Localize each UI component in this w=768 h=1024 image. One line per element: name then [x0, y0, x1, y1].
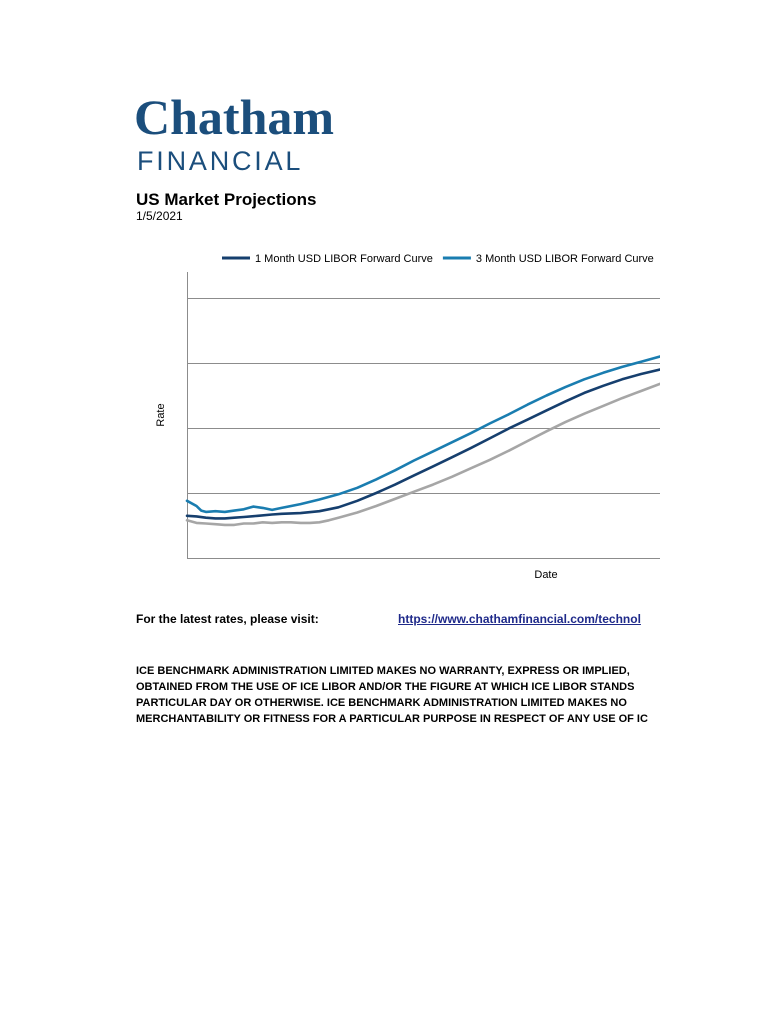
disclaimer-line: OBTAINED FROM THE USE OF ICE LIBOR AND/OR THE FIGURE AT WHICH ICE LIBOR STANDS [136, 681, 635, 693]
disclaimer-line: MERCHANTABILITY OR FITNESS FOR A PARTICULAR PURPOSE IN RESPECT OF ANY USE OF IC [136, 713, 648, 725]
company-logo-subtitle: FINANCIAL [137, 146, 304, 176]
legend-label: 1 Month USD LIBOR Forward Curve [255, 253, 433, 265]
report-date: 1/5/2021 [136, 209, 183, 223]
y-axis-label: Rate [155, 403, 167, 427]
x-axis-label: Date [534, 569, 558, 581]
visit-label: For the latest rates, please visit: [136, 612, 319, 626]
legend-label: 3 Month USD LIBOR Forward Curve [475, 253, 654, 265]
series-line-1 [187, 370, 660, 519]
rates-link[interactable]: https://www.chathamfinancial.com/technol [398, 612, 641, 626]
disclaimer-line: PARTICULAR DAY OR OTHERWISE. ICE BENCHMARK ADMINISTRATION LIMITED MAKES NO [136, 697, 627, 709]
page-title: US Market Projections [136, 190, 317, 209]
disclaimer-line: ICE BENCHMARK ADMINISTRATION LIMITED MAKES NO WARRANTY, EXPRESS OR IMPLIED, [136, 665, 630, 677]
series-line-3 [187, 384, 660, 525]
disclaimer-text [136, 663, 648, 727]
company-logo-wordmark: Chatham [134, 89, 335, 145]
